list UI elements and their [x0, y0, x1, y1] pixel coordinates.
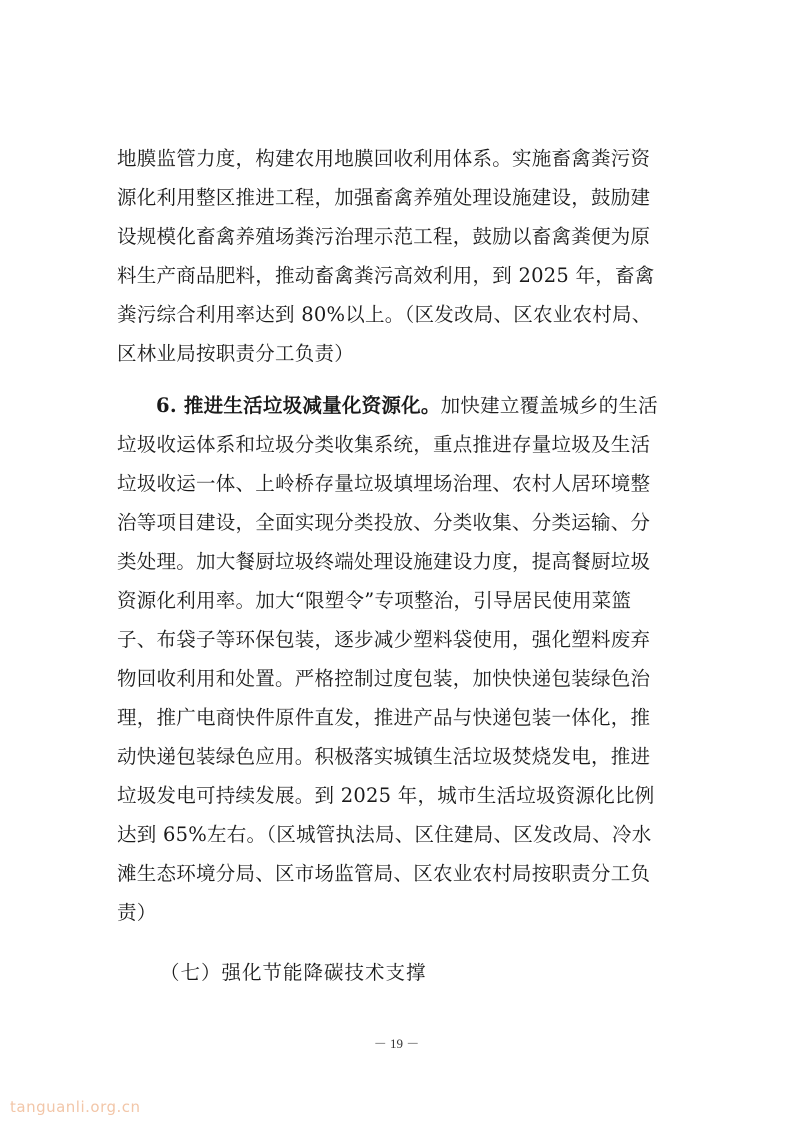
section-heading: （七）强化节能降碳技术支撑 — [160, 961, 427, 984]
paragraph-2-line-6: 资源化利用率。加大“限塑令”专项整治，引导居民使用菜篮 — [117, 589, 632, 612]
paragraph-2-line-10: 动快递包装绿色应用。积极落实城镇生活垃圾焚烧发电，推进 — [117, 745, 651, 768]
paragraph-2-line-13: 滩生态环境分局、区市场监管局、区农业农村局按职责分工负 — [117, 862, 651, 885]
paragraph-2-line-4: 治等项目建设，全面实现分类投放、分类收集、分类运输、分 — [117, 511, 651, 534]
paragraph-2-line-7: 子、布袋子等环保包装，逐步减少塑料袋使用，强化塑料废弃 — [117, 628, 651, 651]
paragraph-2-line-11: 垃圾发电可持续发展。到 2025 年，城市生活垃圾资源化比例 — [117, 784, 655, 807]
paragraph-2-line-9: 理，推广电商快件原件直发，推进产品与快递包装一体化，推 — [117, 706, 651, 729]
watermark: tanguanli.org.cn — [10, 1098, 141, 1116]
paragraph-2-line-14: 责） — [117, 901, 157, 924]
paragraph-2-line-8: 物回收利用和处置。严格控制过度包装，加快快递包装绿色治 — [117, 667, 651, 690]
paragraph-1-line-4: 料生产商品肥料，推动畜禽粪污高效利用，到 2025 年，畜禽 — [117, 264, 655, 287]
paragraph-2-line-2: 垃圾收运体系和垃圾分类收集系统，重点推进存量垃圾及生活 — [117, 433, 651, 456]
paragraph-2-line-12: 达到 65%左右。（区城管执法局、区住建局、区发改局、冷水 — [117, 823, 652, 846]
paragraph-1-line-3: 设规模化畜禽养殖场粪污治理示范工程，鼓励以畜禽粪便为原 — [117, 225, 651, 248]
page-number: － 19 － — [373, 1036, 420, 1051]
paragraph-1-line-5: 粪污综合利用率达到 80%以上。（区发改局、区农业农村局、 — [117, 303, 652, 326]
paragraph-1-line-1: 地膜监管力度，构建农用地膜回收利用体系。实施畜禽粪污资 — [117, 147, 651, 170]
paragraph-2-title: 6. 推进生活垃圾减量化资源化。 — [156, 394, 441, 417]
paragraph-1-line-6: 区林业局按职责分工负责） — [117, 342, 355, 365]
paragraph-2-first-line-text: 加快建立覆盖城乡的生活 — [440, 394, 658, 417]
paragraph-2-line-5: 类处理。加大餐厨垃圾终端处理设施建设力度，提高餐厨垃圾 — [117, 550, 651, 573]
paragraph-2-first-line — [156, 388, 689, 424]
paragraph-1-line-2: 源化利用整区推进工程，加强畜禽养殖处理设施建设，鼓励建 — [117, 186, 651, 209]
paragraph-2-line-3: 垃圾收运一体、上岭桥存量垃圾填埋场治理、农村人居环境整 — [117, 472, 651, 495]
